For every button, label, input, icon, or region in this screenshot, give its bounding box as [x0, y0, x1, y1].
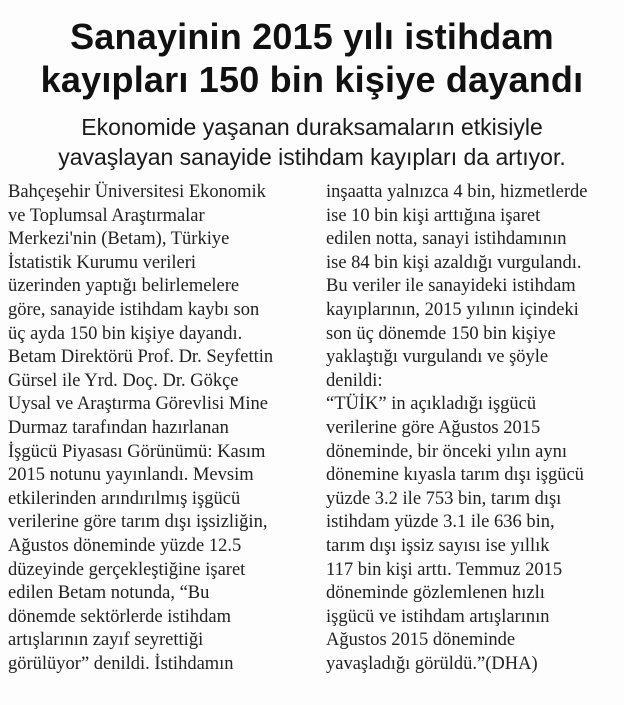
column-line: İstatistik Kurumu verileri — [8, 252, 197, 273]
column-line: İşgücü Piyasası Görünümü: Kasım — [8, 441, 266, 462]
column-line: döneminde, bir önceki yılın aynı — [326, 441, 567, 462]
article-column-left — [8, 181, 308, 676]
column-line: edilen notta, sanayi istihdamının — [326, 229, 567, 250]
column-line: yaklaştığı vurgulandı ve şöyle — [326, 347, 549, 368]
column-line: Bu veriler ile sanayideki istihdam — [326, 276, 576, 297]
column-line: ise 10 bin kişi arttığına işaret — [326, 205, 541, 226]
column-line: üzerinden yaptığı belirlemelere — [8, 276, 240, 297]
column-line: üç ayda 150 bin kişiye dayandı. — [8, 323, 243, 344]
column-line: edilen Betam notunda, “Bu — [8, 583, 210, 604]
column-line: Durmaz tarafından hazırlanan — [8, 417, 229, 438]
column-line: düzeyinde gerçekleştiğine işaret — [8, 559, 246, 580]
column-line: Betam Direktörü Prof. Dr. Seyfettin — [8, 347, 274, 368]
column-line: Gürsel ile Yrd. Doç. Dr. Gökçe — [8, 370, 239, 391]
column-line: son üç dönemde 150 bin kişiye — [326, 323, 556, 344]
column-line: yüzde 3.2 ile 753 bin, tarım dışı — [326, 488, 562, 509]
column-line: etkilerinden arındırılmış işgücü — [8, 488, 241, 509]
column-line: “TÜİK” in açıkladığı işgücü — [326, 394, 537, 415]
headline-line-2: kayıpları 150 bin kişiye dayandı — [40, 59, 584, 100]
column-line: Ağustos döneminde yüzde 12.5 — [8, 535, 242, 556]
column-line: Bahçeşehir Üniversitesi Ekonomik — [8, 182, 266, 202]
column-line: Uysal ve Araştırma Görevlisi Mine — [8, 394, 268, 415]
column-line: Merkezi'nin (Betam), Türkiye — [8, 229, 230, 250]
column-line: artışlarının zayıf seyrettiği — [8, 630, 204, 651]
column-line: Ağustos 2015 döneminde — [326, 630, 516, 651]
column-line: denildi: — [326, 370, 383, 391]
column-line: inşaatta yalnızca 4 bin, hizmetlerde — [326, 182, 588, 202]
column-line: ve Toplumsal Araştırmalar — [8, 205, 205, 226]
column-line: işgücü ve istihdam artışlarının — [326, 606, 550, 627]
column-line: tarım dışı işsiz sayısı ise yıllık — [326, 535, 550, 556]
column-line: istihdam yüzde 3.1 ile 636 bin, — [326, 512, 555, 533]
column-line: göre, sanayide istihdam kaybı son — [8, 299, 260, 320]
column-line: döneminde gözlemlenen hızlı — [326, 583, 545, 604]
subheadline-line-2: yavaşlayan sanayide istihdam kayıpları da artıyor. — [58, 144, 566, 170]
column-line: dönemde sektörlerde istihdam — [8, 606, 231, 627]
column-line: yavaşladığı görüldü.”(DHA) — [326, 653, 538, 674]
column-line: kayıplarının, 2015 yılının içindeki — [326, 299, 579, 320]
column-line: görülüyor” denildi. İstihdamın — [8, 653, 234, 674]
headline-line-1: Sanayinin 2015 yılı istihdam — [70, 16, 554, 57]
column-line: dönemine kıyasla tarım dışı işgücü — [326, 465, 584, 486]
column-line: ise 84 bin kişi azaldığı vurgulandı. — [326, 252, 582, 273]
column-line: verilerine göre Ağustos 2015 — [326, 417, 541, 438]
column-line: verilerine göre tarım dışı işsizliğin, — [8, 512, 268, 533]
column-line: 2015 notunu yayınlandı. Mevsim — [8, 465, 254, 486]
subheadline-line-1: Ekonomide yaşanan duraksamaların etkisiyle — [81, 114, 543, 140]
column-line: 117 bin kişi arttı. Temmuz 2015 — [326, 559, 563, 580]
article-column-right — [326, 181, 620, 676]
